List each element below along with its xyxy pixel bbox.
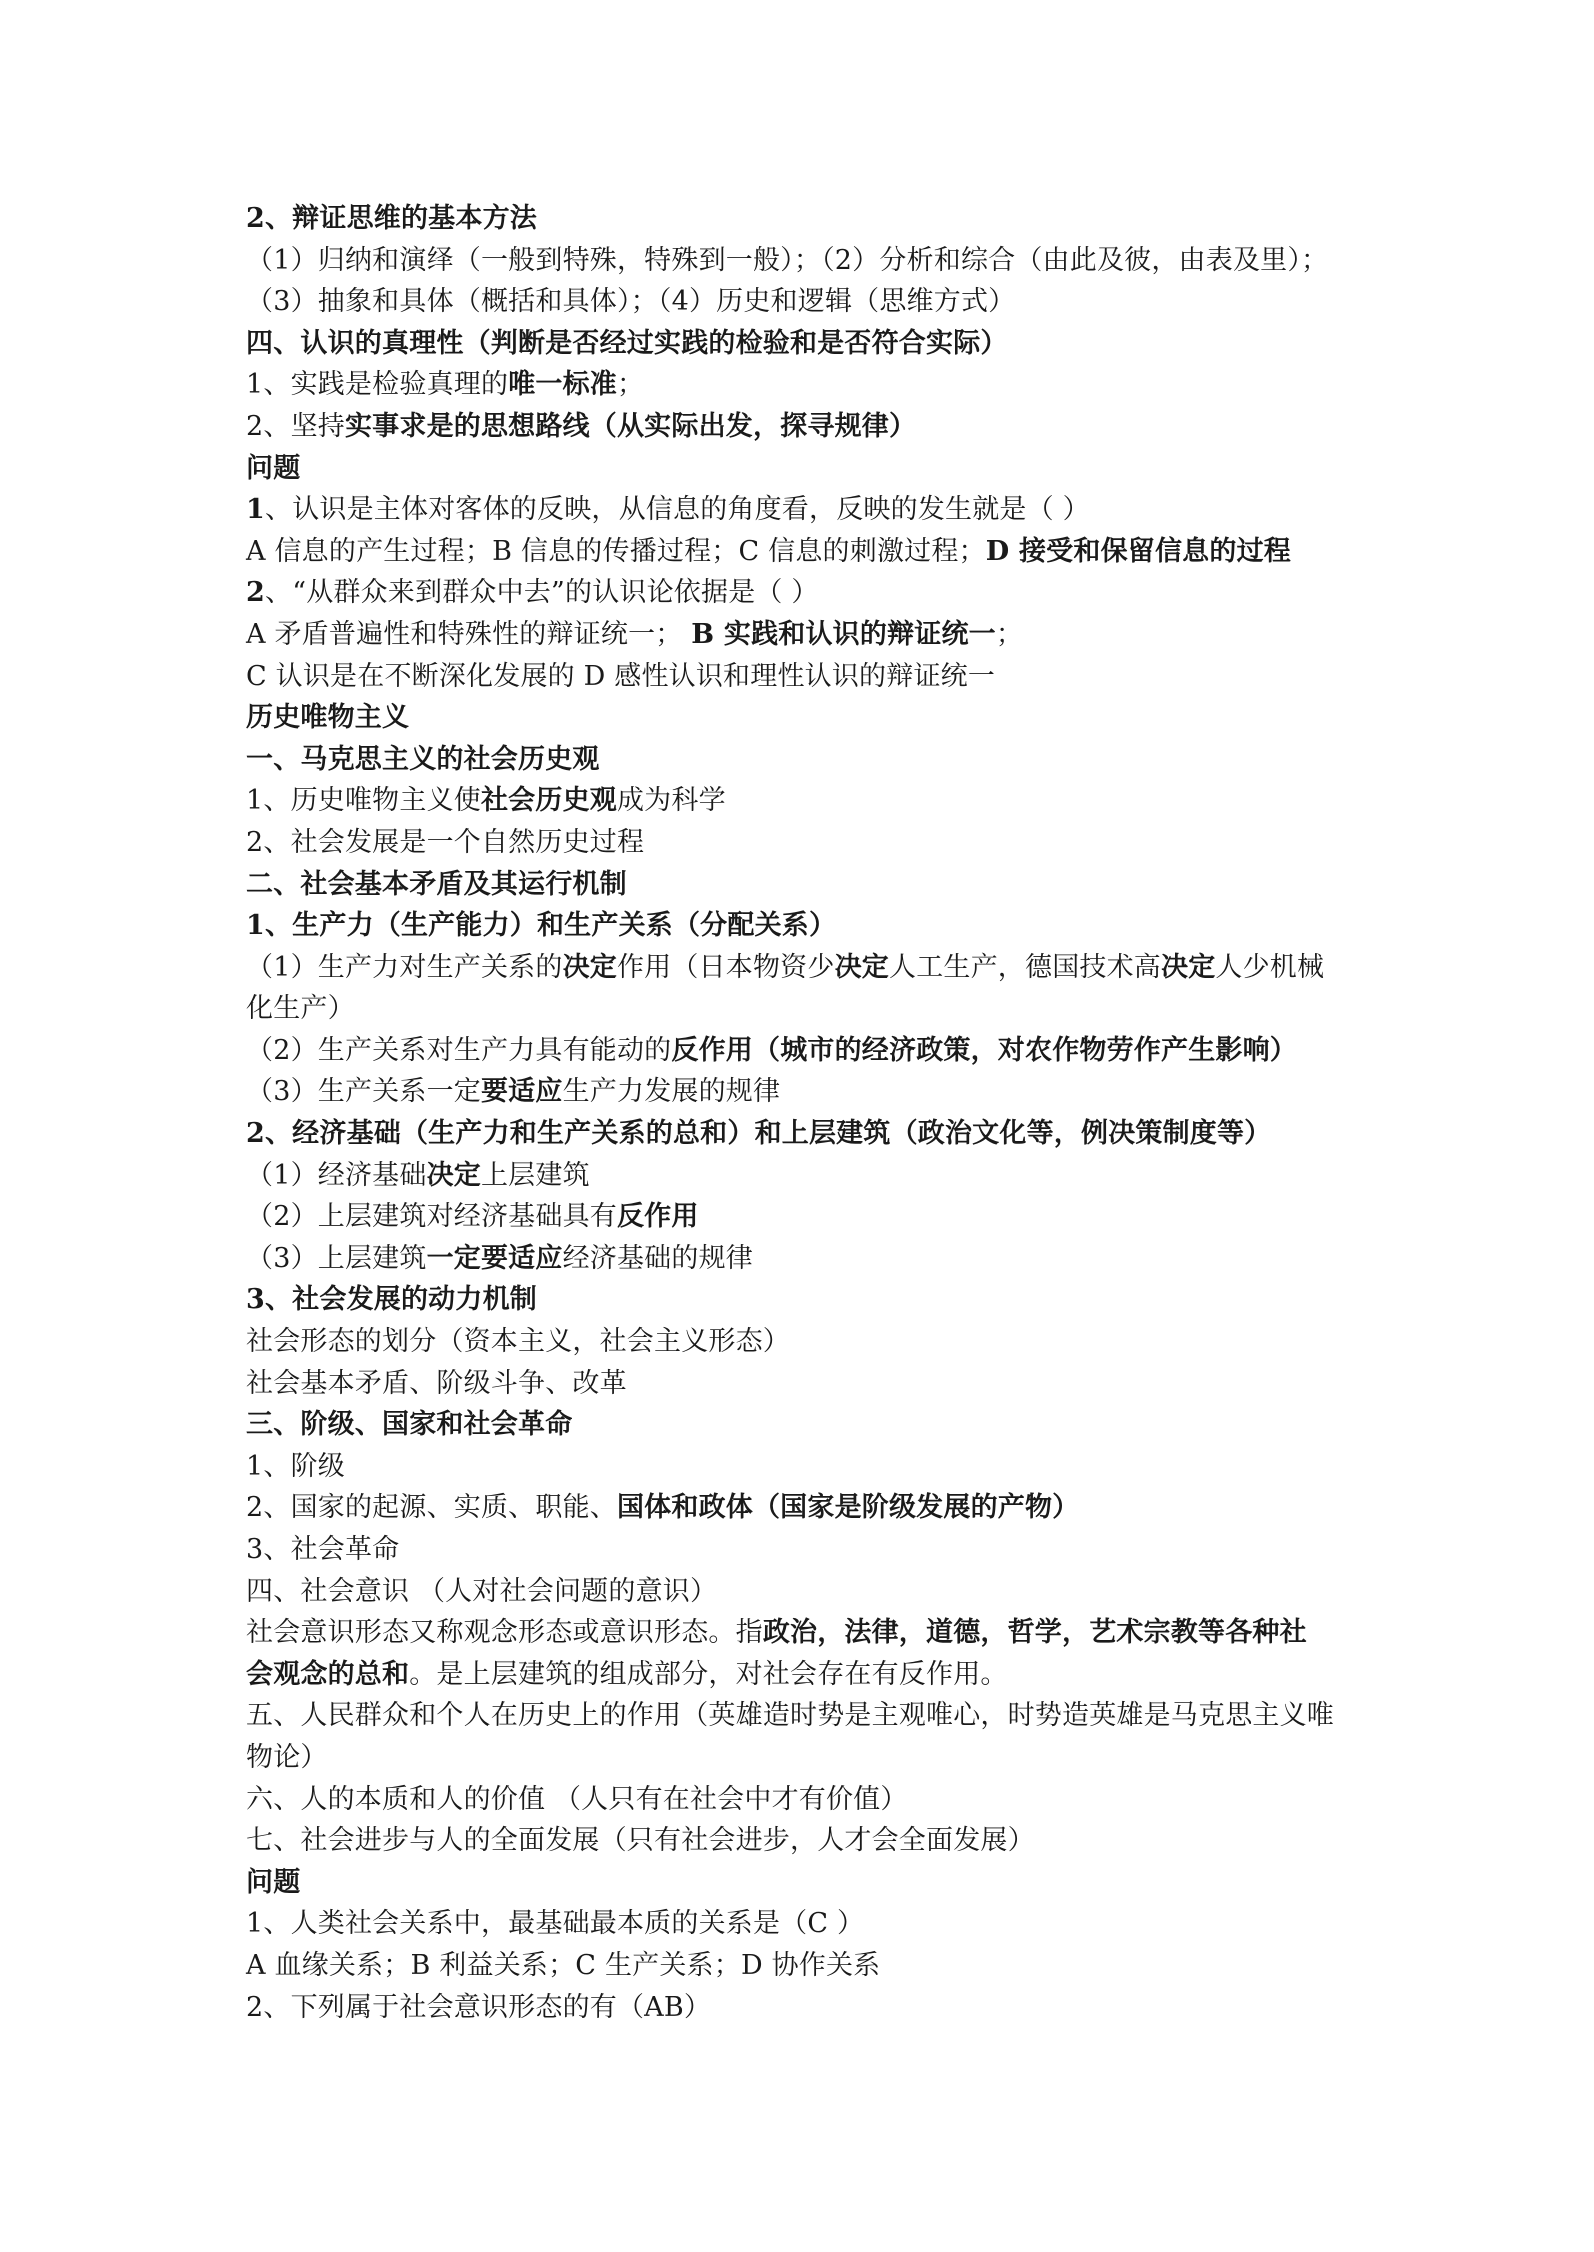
text-segment: 2、国家的起源、实质、职能、	[246, 1492, 617, 1524]
text-line	[246, 1238, 1366, 1280]
text-segment: 1	[246, 494, 265, 526]
text-line	[246, 988, 1366, 1030]
text-line	[246, 489, 1366, 531]
text-segment: 决定	[562, 951, 617, 983]
text-segment: （1）经济基础	[246, 1159, 427, 1191]
text-segment: 上层建筑	[480, 1159, 590, 1191]
text-line	[246, 1113, 1366, 1155]
text-segment: A 血缘关系；B 利益关系；C 生产关系；D 协作关系	[246, 1949, 881, 1981]
text-line	[246, 281, 1366, 323]
text-line	[246, 572, 1366, 614]
text-line	[246, 198, 1366, 240]
text-segment: （1）生产力对生产关系的	[246, 951, 563, 983]
text-line	[246, 323, 1366, 365]
text-line	[246, 614, 1366, 656]
text-line	[246, 656, 1366, 698]
text-segment: 决定	[426, 1159, 481, 1191]
text-segment: 3、社会发展的动力机制	[246, 1284, 537, 1316]
text-line	[246, 1404, 1366, 1446]
text-line	[246, 1529, 1366, 1571]
text-line	[246, 1071, 1366, 1113]
text-line	[246, 822, 1366, 864]
text-segment: C 认识是在不断深化发展的 D 感性认识和理性认识的辩证统一	[246, 660, 996, 692]
text-line	[246, 1196, 1366, 1238]
text-segment: 决定	[1161, 951, 1216, 983]
text-line	[246, 947, 1366, 989]
text-segment: 化生产）	[246, 993, 355, 1025]
text-segment: 物论）	[246, 1741, 328, 1773]
text-segment: 唯一标准	[508, 369, 617, 401]
text-line	[246, 1571, 1366, 1613]
text-segment: 问题	[246, 1866, 301, 1898]
text-segment: 社会形态的划分（资本主义，社会主义形态）	[246, 1326, 790, 1358]
text-segment: 七、社会进步与人的全面发展（只有社会进步，人才会全面发展）	[246, 1825, 1035, 1857]
text-segment: 作用（日本物资少	[616, 951, 835, 983]
text-segment: 。是上层建筑的组成部分，对社会存在有反作用。	[409, 1658, 1008, 1690]
text-segment: 人少机械	[1215, 951, 1325, 983]
text-segment: 决定	[834, 951, 889, 983]
text-segment: （3）上层建筑	[246, 1242, 427, 1274]
text-line	[246, 1279, 1366, 1321]
text-segment: 人工生产，德国技术高	[889, 951, 1161, 983]
text-segment: 社会基本矛盾、阶级斗争、改革	[246, 1367, 627, 1399]
text-segment: 成为科学	[616, 785, 726, 817]
text-segment: 2、坚持	[246, 410, 345, 442]
text-line	[246, 1737, 1366, 1779]
text-line	[246, 780, 1366, 822]
text-segment: 四、社会意识 （人对社会问题的意识）	[246, 1575, 718, 1607]
text-segment: 历史唯物主义	[246, 702, 410, 734]
text-line	[246, 739, 1366, 781]
document-page	[246, 198, 1366, 2028]
text-segment: 国体和政体（国家是阶级发展的产物）	[616, 1492, 1080, 1524]
text-segment: 1、实践是检验真理的	[246, 369, 509, 401]
text-segment: 1、阶级	[246, 1450, 345, 1482]
text-segment: （1）归纳和演绎（一般到特殊，特殊到一般）；（2）分析和综合（由此及彼，由表及里）；	[246, 244, 1329, 276]
text-segment: 生产力发展的规律	[562, 1076, 781, 1108]
text-segment: （2）生产关系对生产力具有能动的	[246, 1034, 672, 1066]
text-line	[246, 364, 1366, 406]
text-line	[246, 1987, 1366, 2029]
text-line	[246, 1321, 1366, 1363]
text-line	[246, 1446, 1366, 1488]
text-segment: 1、历史唯物主义使	[246, 785, 481, 817]
text-segment: 2、经济基础（生产力和生产关系的总和）和上层建筑（政治文化等，例决策制度等）	[246, 1118, 1272, 1150]
text-segment: 二、社会基本矛盾及其运行机制	[246, 868, 627, 900]
text-segment: 五、人民群众和个人在历史上的作用（英雄造时势是主观唯心，时势造英雄是马克思主义唯	[246, 1700, 1334, 1732]
text-line	[246, 1862, 1366, 1904]
text-segment: 2	[246, 577, 265, 609]
text-segment: 三、阶级、国家和社会革命	[246, 1409, 573, 1441]
text-segment: 一定要适应	[426, 1242, 563, 1274]
text-line	[246, 1945, 1366, 1987]
text-line	[246, 1030, 1366, 1072]
text-segment: 2、社会发展是一个自然历史过程	[246, 826, 645, 858]
text-line	[246, 1820, 1366, 1862]
text-segment: 、认识是主体对客体的反映，从信息的角度看，反映的发生就是（ ）	[265, 494, 1090, 526]
text-line	[246, 448, 1366, 490]
text-line	[246, 1695, 1366, 1737]
text-segment: D 接受和保留信息的过程	[985, 535, 1291, 567]
text-line	[246, 697, 1366, 739]
text-segment: 四、认识的真理性（判断是否经过实践的检验和是否符合实际）	[246, 327, 1008, 359]
text-segment: 政治，法律，道德，哲学，艺术宗教等各种社	[762, 1617, 1307, 1649]
text-segment: B 实践和认识的辩证统一	[691, 618, 996, 650]
text-segment: 经济基础的规律	[562, 1242, 753, 1274]
text-segment: A 信息的产生过程；B 信息的传播过程；C 信息的刺激过程；	[246, 535, 986, 567]
text-line	[246, 406, 1366, 448]
text-segment: （3）抽象和具体（概括和具体）；（4）历史和逻辑（思维方式）	[246, 286, 1016, 318]
text-line	[246, 240, 1366, 282]
text-line	[246, 531, 1366, 573]
text-line	[246, 864, 1366, 906]
text-segment: 、“从群众来到群众中去”的认识论依据是（ ）	[265, 577, 819, 609]
text-segment: 问题	[246, 452, 301, 484]
text-segment: （2）上层建筑对经济基础具有	[246, 1201, 617, 1233]
text-segment: 会观念的总和	[246, 1658, 410, 1690]
text-segment: 社会历史观	[480, 785, 617, 817]
text-segment: ；	[995, 618, 1024, 650]
text-segment: 实事求是的思想路线（从实际出发，探寻规律）	[344, 410, 917, 442]
text-segment: A 矛盾普遍性和特殊性的辩证统一；	[246, 618, 692, 650]
text-segment: 要适应	[480, 1076, 563, 1108]
text-segment: 一、马克思主义的社会历史观	[246, 743, 600, 775]
text-line	[246, 1155, 1366, 1197]
text-line	[246, 1903, 1366, 1945]
text-line	[246, 1487, 1366, 1529]
text-line	[246, 905, 1366, 947]
text-line	[246, 1612, 1366, 1654]
text-segment: 1、生产力（生产能力）和生产关系（分配关系）	[246, 910, 837, 942]
text-segment: ；	[617, 369, 645, 401]
text-segment: 3、社会革命	[246, 1534, 400, 1565]
text-segment: 六、人的本质和人的价值 （人只有在社会中才有价值）	[246, 1783, 908, 1815]
text-segment: （3）生产关系一定	[246, 1076, 481, 1108]
text-line	[246, 1779, 1366, 1821]
text-line	[246, 1654, 1366, 1696]
text-segment: 1、人类社会关系中，最基础最本质的关系是（C ）	[246, 1908, 865, 1940]
text-line	[246, 1363, 1366, 1405]
text-segment: 社会意识形态又称观念形态或意识形态。指	[246, 1617, 763, 1649]
text-segment: 反作用	[616, 1201, 699, 1233]
text-segment: 2、辩证思维的基本方法	[246, 203, 537, 234]
text-segment: 反作用（城市的经济政策，对农作物劳作产生影响）	[671, 1034, 1297, 1066]
text-segment: 2、下列属于社会意识形态的有（AB）	[246, 1991, 712, 2023]
